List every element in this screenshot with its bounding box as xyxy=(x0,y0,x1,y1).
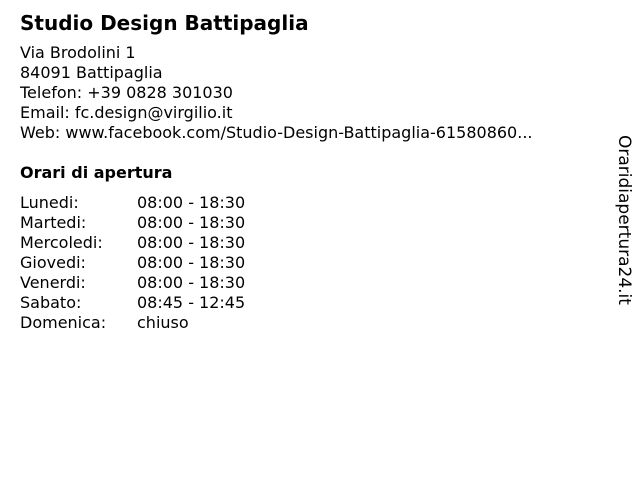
hours-row-lunedi xyxy=(20,193,600,213)
day-label: Domenica: xyxy=(20,313,107,332)
time-value: 08:00 - 18:30 xyxy=(137,233,246,252)
hours-row-mercoledi xyxy=(20,233,600,253)
time-value: 08:00 - 18:30 xyxy=(137,213,246,232)
web-label: Web: xyxy=(20,123,66,142)
hours-row-martedi xyxy=(20,213,600,233)
day-label: Sabato: xyxy=(20,293,82,312)
hours-row-giovedi xyxy=(20,253,600,273)
business-name: Studio Design Battipaglia xyxy=(20,11,309,35)
day-label: Giovedi: xyxy=(20,253,86,272)
day-label: Mercoledi: xyxy=(20,233,103,252)
hours-row-sabato xyxy=(20,293,600,313)
day-label: Venerdi: xyxy=(20,273,86,292)
web-line xyxy=(20,123,600,143)
business-card xyxy=(20,10,600,333)
phone-line: Telefon: +39 0828 301030 xyxy=(20,83,233,102)
time-value: 08:00 - 18:30 xyxy=(137,273,246,292)
address-city: 84091 Battipaglia xyxy=(20,63,163,82)
hours-row-domenica xyxy=(20,313,600,333)
time-value: chiuso xyxy=(137,313,189,332)
time-value: 08:00 - 18:30 xyxy=(137,193,246,212)
time-value: 08:00 - 18:30 xyxy=(137,253,246,272)
address-street: Via Brodolini 1 xyxy=(20,43,136,62)
day-label: Martedi: xyxy=(20,213,87,232)
hours-row-venerdi xyxy=(20,273,600,293)
site-watermark: Oraridiapertura24.it xyxy=(614,135,634,305)
day-label: Lunedi: xyxy=(20,193,79,212)
email-line: Email: fc.design@virgilio.it xyxy=(20,103,233,122)
opening-hours-table xyxy=(20,193,600,333)
opening-hours-heading: Orari di apertura xyxy=(20,163,173,182)
website-link[interactable]: www.facebook.com/Studio-Design-Battipaglia-61580860... xyxy=(65,123,533,142)
time-value: 08:45 - 12:45 xyxy=(137,293,246,312)
